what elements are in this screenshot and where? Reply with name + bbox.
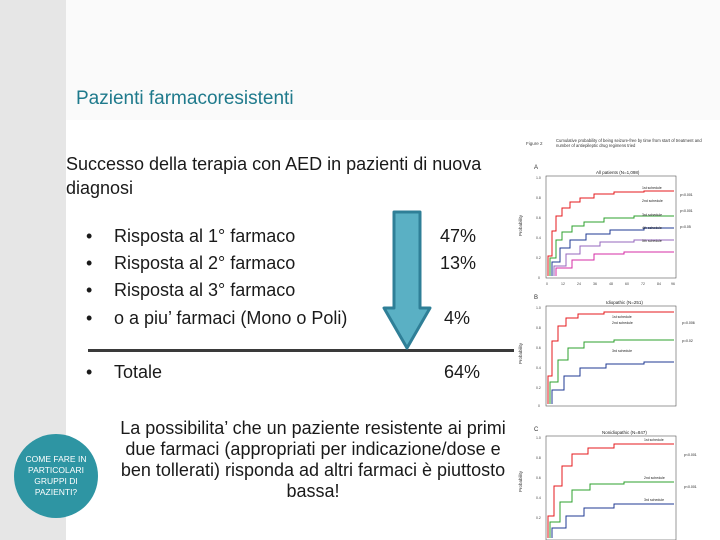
x-tick: 60 — [625, 282, 629, 286]
x-tick: 96 — [671, 282, 675, 286]
y-tick: 0 — [538, 276, 540, 280]
panel-letter: A — [534, 165, 539, 171]
response-value: 4% — [444, 308, 471, 328]
survival-curves-figure — [514, 136, 720, 540]
curve-label: 3rd schedule — [644, 498, 665, 502]
bullet-icon: • — [86, 226, 93, 246]
response-label: Risposta al 2° farmaco — [114, 253, 296, 273]
list-item — [86, 226, 516, 250]
x-tick: 36 — [593, 282, 597, 286]
slide-title: Pazienti farmacoresistenti — [76, 88, 294, 109]
response-label: o a piu’ farmaci (Mono o Poli) — [114, 308, 348, 328]
panel-title: Nonidiopathic (N=847) — [602, 430, 647, 435]
list-item — [86, 280, 516, 304]
list-item — [86, 253, 516, 277]
list-item-total — [86, 362, 516, 386]
panel-title: All patients (N=1,098) — [596, 170, 640, 175]
response-label: Risposta al 1° farmaco — [114, 226, 296, 246]
y-axis-label: Probability — [518, 342, 523, 364]
panel-letter: C — [534, 427, 539, 433]
curve-label: 2nd schedule — [644, 476, 665, 480]
conclusion-text: La possibilita’ che un paziente resistente ai primi due farmaci (appropriati per indicazione/dose e ben tollerati) risponda ad altri farmaci è piuttosto bassa! — [120, 418, 506, 501]
total-value: 64% — [444, 362, 481, 382]
response-value: 13% — [440, 253, 477, 273]
y-tick: 0.6 — [536, 216, 541, 220]
curve-label: 4th schedule — [642, 226, 662, 230]
curve-label: 5th schedule — [642, 239, 662, 243]
y-tick: 0.4 — [536, 496, 541, 500]
y-tick: 1.0 — [536, 306, 541, 310]
y-tick: 0.2 — [536, 256, 541, 260]
total-label: Totale — [114, 362, 163, 382]
bullet-icon: • — [86, 362, 93, 382]
p-value: p<0.001 — [684, 485, 697, 489]
p-value: p<0.001 — [684, 453, 697, 457]
list-item — [86, 308, 516, 332]
bullet-icon: • — [86, 308, 93, 328]
patient-groups-badge — [14, 434, 98, 518]
response-label: Risposta al 3° farmaco — [114, 280, 296, 300]
divider-line — [88, 349, 518, 352]
panel-letter: B — [534, 295, 539, 301]
y-axis-label: Probability — [518, 470, 523, 492]
curve-label: 2nd schedule — [612, 321, 633, 325]
figure-caption: Cumulative probability of being seizure-free by time from start of treatment and number of antiepileptic drug regimens tried — [556, 138, 702, 148]
badge-label: COME FARE IN PARTICOLARI GRUPPI DI PAZIENTI? — [25, 454, 87, 497]
figure-label: Figure 2 — [526, 141, 543, 146]
bullet-icon: • — [86, 253, 93, 273]
down-arrow-icon — [382, 210, 432, 352]
p-value: p=0.02 — [682, 339, 693, 343]
y-tick: 0.8 — [536, 456, 541, 460]
x-tick: 24 — [577, 282, 581, 286]
y-tick: 1.0 — [536, 176, 541, 180]
p-value: p<0.001 — [680, 193, 693, 197]
y-tick: 0 — [538, 404, 540, 408]
slide-subtitle: Successo della terapia con AED in pazienti di nuova diagnosi — [66, 154, 482, 198]
x-tick: 48 — [609, 282, 613, 286]
bullet-icon: • — [86, 280, 93, 300]
curve-label: 1st schedule — [644, 438, 664, 442]
p-value: p=0.006 — [682, 321, 695, 325]
curve-label: 1st schedule — [642, 186, 662, 190]
x-tick: 12 — [561, 282, 565, 286]
y-tick: 0.4 — [536, 366, 541, 370]
y-tick: 0.2 — [536, 516, 541, 520]
response-value: 47% — [440, 226, 477, 246]
y-tick: 0.2 — [536, 386, 541, 390]
panel-title: Idiopathic (N=251) — [606, 300, 643, 305]
curve-label: 1st schedule — [612, 315, 632, 319]
curve-label: 2nd schedule — [642, 199, 663, 203]
y-tick: 0.8 — [536, 326, 541, 330]
x-tick: 72 — [641, 282, 645, 286]
y-tick: 0.6 — [536, 346, 541, 350]
x-tick: 84 — [657, 282, 661, 286]
y-tick: 0.4 — [536, 236, 541, 240]
p-value: p=0.05 — [680, 225, 691, 229]
y-axis-label: Probability — [518, 214, 523, 236]
p-value: p<0.001 — [680, 209, 693, 213]
x-tick: 0 — [546, 282, 548, 286]
y-tick: 1.0 — [536, 436, 541, 440]
y-tick: 0.8 — [536, 196, 541, 200]
y-tick: 0.6 — [536, 476, 541, 480]
curve-label: 3rd schedule — [642, 213, 663, 217]
curve-label: 3rd schedule — [612, 349, 633, 353]
